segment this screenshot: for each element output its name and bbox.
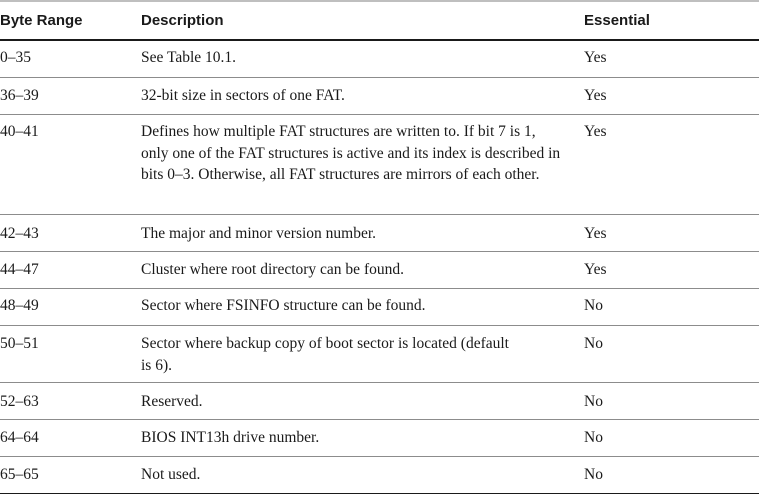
cell-essential: Yes: [584, 261, 607, 278]
cell-byte-range: 48–49: [0, 297, 39, 314]
cell-description: See Table 10.1.: [141, 49, 237, 66]
table-row: [0, 289, 759, 326]
header-essential: Essential: [584, 12, 650, 29]
cell-description: Sector where FSINFO structure can be found.: [141, 297, 426, 314]
table-row: [0, 326, 759, 383]
cell-essential: No: [584, 335, 603, 352]
cell-essential: Yes: [584, 225, 607, 242]
table-row: [0, 115, 759, 215]
cell-byte-range: 50–51: [0, 335, 39, 352]
table-row: [0, 457, 759, 494]
cell-essential: Yes: [584, 123, 607, 140]
cell-description: Reserved.: [141, 393, 203, 410]
table-row: [0, 41, 759, 78]
header-description: Description: [141, 12, 224, 29]
cell-essential: No: [584, 297, 603, 314]
table-row: [0, 215, 759, 252]
table-row: [0, 383, 759, 420]
cell-byte-range: 44–47: [0, 261, 39, 278]
cell-essential: No: [584, 429, 603, 446]
cell-byte-range: 42–43: [0, 225, 39, 242]
cell-description: BIOS INT13h drive number.: [141, 429, 320, 446]
cell-description: Cluster where root directory can be found.: [141, 261, 404, 278]
cell-essential: No: [584, 466, 603, 483]
cell-description: The major and minor version number.: [141, 225, 377, 242]
cell-byte-range: 0–35: [0, 49, 31, 66]
cell-description: 32-bit size in sectors of one FAT.: [141, 87, 345, 104]
table-row: [0, 78, 759, 115]
cell-byte-range: 52–63: [0, 393, 39, 410]
cell-essential: No: [584, 393, 603, 410]
table-row: [0, 252, 759, 289]
table-bottom-rule: [0, 493, 759, 494]
header-byte-range: Byte Range: [0, 12, 83, 29]
table-row: [0, 420, 759, 457]
cell-description: Not used.: [141, 466, 201, 483]
cell-byte-range: 64–64: [0, 429, 39, 446]
table-header: [0, 0, 759, 40]
cell-essential: Yes: [584, 87, 607, 104]
cell-essential: Yes: [584, 49, 607, 66]
cell-byte-range: 36–39: [0, 87, 39, 104]
cell-byte-range: 65–65: [0, 466, 39, 483]
cell-description: Sector where backup copy of boot sector is located (default is 6).: [141, 335, 509, 374]
cell-byte-range: 40–41: [0, 123, 39, 140]
cell-description: Defines how multiple FAT structures are written to. If bit 7 is 1, only one of the FAT structures is active and its index is described in bits 0–3. Otherwise, all FAT structures are mirrors of each other.: [141, 123, 561, 183]
